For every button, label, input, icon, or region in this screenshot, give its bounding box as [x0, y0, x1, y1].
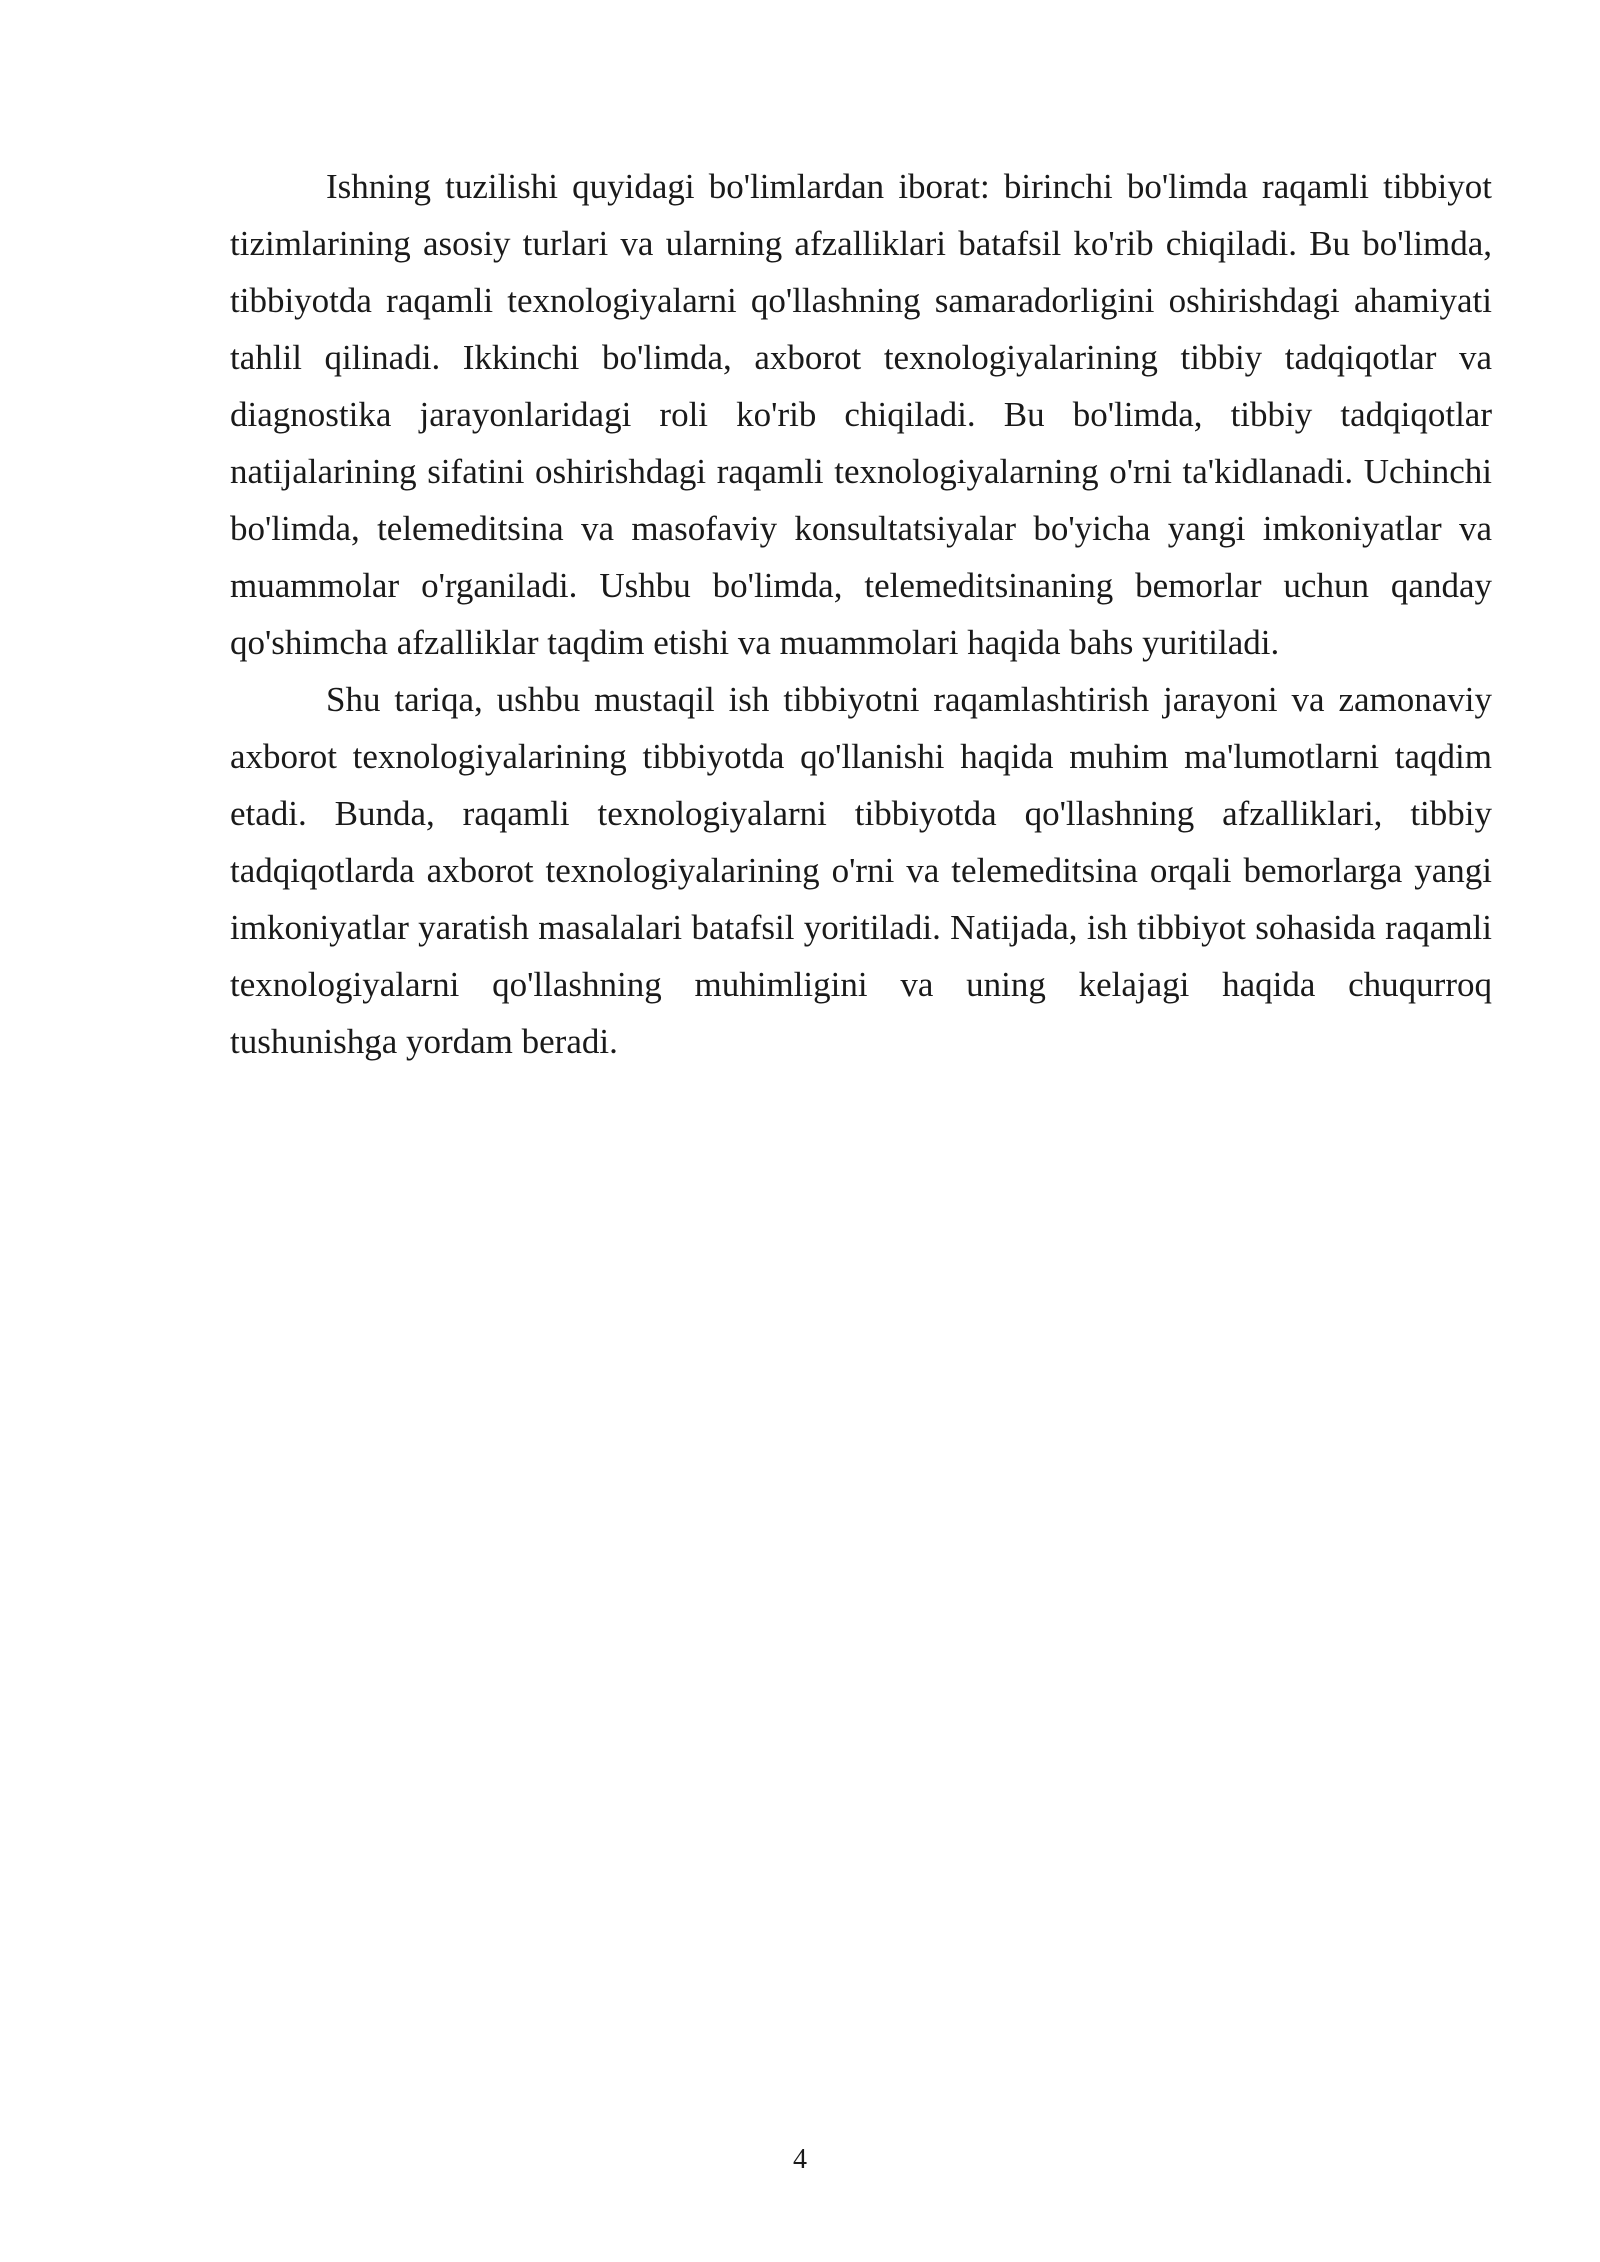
body-text — [230, 158, 1492, 1070]
paragraph-2: Shu tariqa, ushbu mustaqil ish tibbiyotni raqamlashtirish jarayoni va zamonaviy axborot texnologiyalarining tibbiyotda qo'llanishi haqida muhim ma'lumotlarni taqdim etadi. Bunda, raqamli texnologiyalarni tibbiyotda qo'llashning afzalliklari, tibbiy tadqiqotlarda axborot texnologiyalarining o'rni va telemeditsina orqali bemorlarga yangi imkoniyatlar yaratish masalalari batafsil yoritiladi. Natijada, ish tibbiyot sohasida raqamli texnologiyalarni qo'llashning muhimligini va uning kelajagi haqida chuqurroq tushunishga yordam beradi. — [230, 680, 1492, 1061]
page-number: 4 — [793, 2144, 807, 2175]
paragraph-1: Ishning tuzilishi quyidagi bo'limlardan iborat: birinchi bo'limda raqamli tibbiyot tizimlarining asosiy turlari va ularning afzalliklari batafsil ko'rib chiqiladi. Bu bo'limda, tibbiyotda raqamli texnologiyalarni qo'llashning samaradorligini oshirishdagi ahamiyati tahlil qilinadi. Ikkinchi bo'limda, axborot texnologiyalarining tibbiy tadqiqotlar va diagnostika jarayonlaridagi roli ko'rib chiqiladi. Bu bo'limda, tibbiy tadqiqotlar natijalarining sifatini oshirishdagi raqamli texnologiyalarning o'rni ta'kidlanadi. Uchinchi bo'limda, telemeditsina va masofaviy konsultatsiyalar bo'yicha yangi imkoniyatlar va muammolar o'rganiladi. Ushbu bo'limda, telemeditsinaning bemorlar uchun qanday qo'shimcha afzalliklar taqdim etishi va muammolari haqida bahs yuritiladi. — [230, 167, 1492, 662]
